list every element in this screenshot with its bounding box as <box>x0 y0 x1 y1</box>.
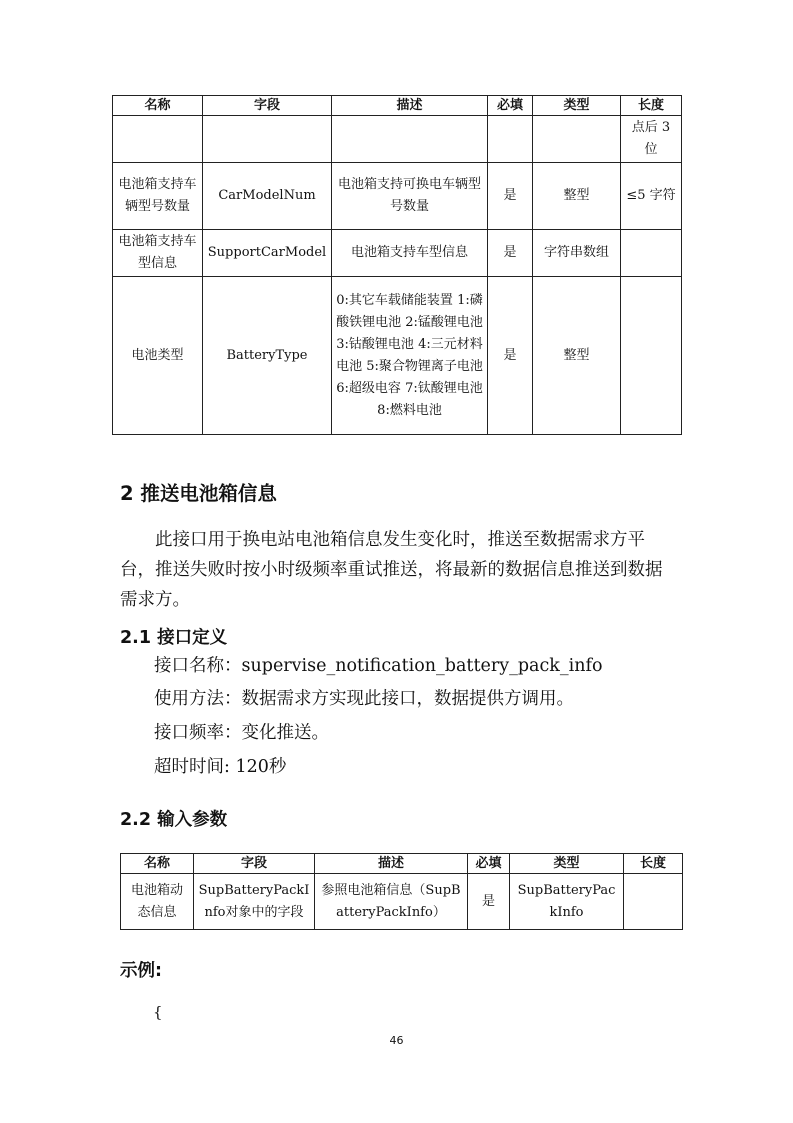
table-cell: 电池箱支持车辆型号数量 <box>113 163 203 230</box>
header-cell: 描述 <box>332 96 488 116</box>
table-header-row <box>121 854 683 874</box>
header-cell: 字段 <box>203 96 332 116</box>
table-cell: 电池箱支持可换电车辆型号数量 <box>332 163 488 230</box>
field-table-1 <box>112 95 682 435</box>
header-cell: 必填 <box>488 96 533 116</box>
table-cell: 电池箱支持车型信息 <box>332 230 488 277</box>
table-cell: 0:其它车载储能装置 1:磷酸铁锂电池 2:锰酸锂电池 3:钴酸锂电池 4:三元材料电池 5:聚合物锂离子电池 6:超级电容 7:钛酸锂电池 8:燃料电池 <box>332 277 488 435</box>
table-cell <box>332 116 488 163</box>
subsection-heading: 2.1 接口定义 <box>120 628 228 648</box>
section-heading: 2 推送电池箱信息 <box>120 482 277 505</box>
table-cell: 是 <box>488 277 533 435</box>
interface-frequency: 接口频率：变化推送。 <box>154 723 329 743</box>
table-cell: 是 <box>488 230 533 277</box>
table-cell: 点后 3 位 <box>621 116 682 163</box>
header-cell: 类型 <box>533 96 621 116</box>
table-cell <box>113 116 203 163</box>
input-params-table <box>120 853 683 930</box>
table-cell <box>488 116 533 163</box>
table-cell: CarModelNum <box>203 163 332 230</box>
table-cell: ≤5 字符 <box>621 163 682 230</box>
table-cell: SupBatteryPackInfo <box>510 874 624 930</box>
table-header-row <box>113 96 682 116</box>
page-number: 46 <box>389 1034 404 1047</box>
table-row <box>113 116 682 163</box>
interface-name: 接口名称：supervise_notification_battery_pack_info <box>154 656 603 676</box>
table-row <box>113 277 682 435</box>
table-cell: 电池箱动态信息 <box>121 874 194 930</box>
table-cell: 整型 <box>533 163 621 230</box>
header-cell: 长度 <box>621 96 682 116</box>
table-row <box>121 874 683 930</box>
example-label: 示例: <box>120 961 162 981</box>
header-cell: 名称 <box>113 96 203 116</box>
header-cell: 长度 <box>624 854 683 874</box>
table-cell <box>621 277 682 435</box>
table-row <box>113 163 682 230</box>
header-cell: 名称 <box>121 854 194 874</box>
timeout: 超时时间: 120秒 <box>154 757 287 777</box>
table-cell: SupportCarModel <box>203 230 332 277</box>
subsection-heading: 2.2 输入参数 <box>120 810 228 830</box>
header-cell: 描述 <box>315 854 468 874</box>
section-intro: 此接口用于换电站电池箱信息发生变化时，推送至数据需求方平台，推送失败时按小时级频率重试推送，将最新的数据信息推送到数据需求方。 <box>120 530 663 610</box>
table-cell: 电池类型 <box>113 277 203 435</box>
table-cell: 是 <box>468 874 510 930</box>
table-row <box>113 230 682 277</box>
table-cell: 整型 <box>533 277 621 435</box>
table-cell <box>624 874 683 930</box>
table-cell: 字符串数组 <box>533 230 621 277</box>
table-cell <box>621 230 682 277</box>
table-cell: 是 <box>488 163 533 230</box>
table-cell: SupBatteryPackInfo对象中的字段 <box>194 874 315 930</box>
table-cell <box>533 116 621 163</box>
header-cell: 必填 <box>468 854 510 874</box>
table-cell <box>203 116 332 163</box>
usage-method: 使用方法：数据需求方实现此接口，数据提供方调用。 <box>154 689 574 709</box>
table-cell: BatteryType <box>203 277 332 435</box>
table-cell: 参照电池箱信息（SupBatteryPackInfo） <box>315 874 468 930</box>
table-cell: 电池箱支持车型信息 <box>113 230 203 277</box>
header-cell: 类型 <box>510 854 624 874</box>
example-code: { <box>153 1003 163 1021</box>
header-cell: 字段 <box>194 854 315 874</box>
